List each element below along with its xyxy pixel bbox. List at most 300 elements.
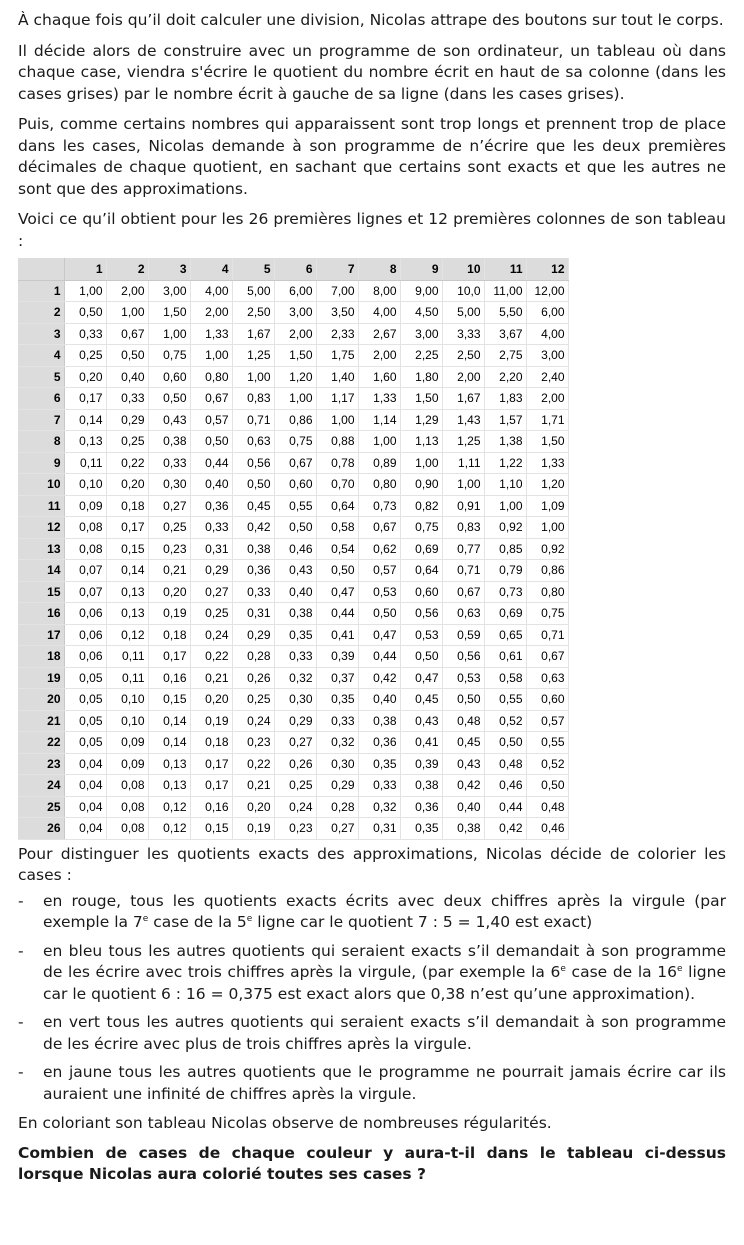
quotient-cell: 2,40	[526, 366, 568, 388]
quotient-cell: 0,38	[148, 431, 190, 453]
quotient-cell: 0,08	[106, 796, 148, 818]
quotient-cell: 0,62	[358, 538, 400, 560]
quotient-cell: 0,25	[232, 689, 274, 711]
row-header: 17	[18, 624, 64, 646]
quotient-cell: 0,17	[106, 517, 148, 539]
quotient-cell: 0,13	[106, 581, 148, 603]
table-row	[18, 603, 568, 625]
quotient-cell: 0,77	[442, 538, 484, 560]
quotient-cell: 0,12	[148, 818, 190, 840]
quotient-cell: 2,50	[442, 345, 484, 367]
quotient-cell: 0,38	[400, 775, 442, 797]
quotient-cell: 0,45	[232, 495, 274, 517]
quotient-cell: 0,40	[106, 366, 148, 388]
table-row	[18, 474, 568, 496]
table-row	[18, 538, 568, 560]
quotient-cell: 0,44	[484, 796, 526, 818]
quotient-cell: 0,75	[274, 431, 316, 453]
quotient-cell: 1,25	[232, 345, 274, 367]
row-header: 25	[18, 796, 64, 818]
quotient-cell: 0,16	[190, 796, 232, 818]
quotient-cell: 0,09	[106, 753, 148, 775]
quotient-cell: 0,32	[358, 796, 400, 818]
quotient-cell: 0,45	[400, 689, 442, 711]
quotient-cell: 0,42	[442, 775, 484, 797]
quotient-cell: 7,00	[316, 280, 358, 302]
quotient-cell: 0,57	[190, 409, 232, 431]
quotient-cell: 0,43	[148, 409, 190, 431]
quotient-cell: 0,35	[358, 753, 400, 775]
table-row	[18, 409, 568, 431]
table-row	[18, 431, 568, 453]
quotient-cell: 1,22	[484, 452, 526, 474]
quotient-cell: 3,00	[148, 280, 190, 302]
quotient-cell: 0,53	[400, 624, 442, 646]
quotient-cell: 1,00	[232, 366, 274, 388]
quotient-cell: 10,0	[442, 280, 484, 302]
column-header: 3	[148, 258, 190, 280]
instructions	[18, 844, 726, 1186]
quotient-cell: 2,50	[232, 302, 274, 324]
quotient-cell: 0,53	[358, 581, 400, 603]
superscript: e	[142, 914, 149, 924]
quotient-cell: 0,63	[526, 667, 568, 689]
quotient-cell: 0,50	[190, 431, 232, 453]
quotient-cell: 6,00	[274, 280, 316, 302]
quotient-cell: 0,26	[232, 667, 274, 689]
quotient-cell: 2,33	[316, 323, 358, 345]
intro-paragraph-1: À chaque fois qu’il doit calculer une division, Nicolas attrape des boutons sur tout le corps.	[18, 11, 724, 29]
quotient-cell: 0,83	[442, 517, 484, 539]
quotient-cell: 0,57	[358, 560, 400, 582]
table-row	[18, 366, 568, 388]
quotient-cell: 0,50	[484, 732, 526, 754]
quotient-cell: 2,00	[106, 280, 148, 302]
quotient-cell: 0,22	[190, 646, 232, 668]
quotient-cell: 1,11	[442, 452, 484, 474]
quotient-cell: 0,33	[358, 775, 400, 797]
quotient-cell: 1,50	[400, 388, 442, 410]
quotient-cell: 0,36	[400, 796, 442, 818]
quotient-cell: 0,44	[316, 603, 358, 625]
quotient-cell: 0,23	[148, 538, 190, 560]
quotient-cell: 0,20	[232, 796, 274, 818]
quotient-cell: 0,57	[526, 710, 568, 732]
quotient-cell: 0,33	[232, 581, 274, 603]
coloring-rules	[18, 891, 726, 1106]
quotient-cell: 0,50	[400, 646, 442, 668]
quotient-cell: 9,00	[400, 280, 442, 302]
quotient-cell: 0,05	[64, 710, 106, 732]
question: Combien de cases de chaque couleur y aura-t-il dans le tableau ci-dessus lorsque Nicolas aura colorié toutes ses cases ?	[18, 1143, 726, 1183]
intro-paragraph-2: Il décide alors de construire avec un programme de son ordinateur, un tableau où dans chaque case, viendra s'écrire le quotient du nombre écrit en haut de sa colonne (dans les cases grises) par le nombre écrit à gauche de sa ligne (dans les cases grises).	[18, 41, 726, 103]
quotient-cell: 0,83	[232, 388, 274, 410]
quotient-table	[18, 258, 569, 840]
quotient-cell: 0,73	[484, 581, 526, 603]
table-row	[18, 388, 568, 410]
quotient-cell: 0,29	[274, 710, 316, 732]
quotient-cell: 1,00	[358, 431, 400, 453]
quotient-cell: 0,18	[106, 495, 148, 517]
corner-cell	[18, 258, 64, 280]
quotient-cell: 1,10	[484, 474, 526, 496]
quotient-cell: 0,13	[106, 603, 148, 625]
quotient-cell: 1,00	[106, 302, 148, 324]
quotient-cell: 1,14	[358, 409, 400, 431]
quotient-cell: 0,50	[526, 775, 568, 797]
rule-yellow-text: en jaune tous les autres quotients que le programme ne pourrait jamais écrire car ils auraient une infinité de chiffres après la virgule.	[43, 1063, 726, 1103]
quotient-cell: 1,50	[274, 345, 316, 367]
table-row	[18, 818, 568, 840]
quotient-cell: 0,15	[148, 689, 190, 711]
quotient-cell: 1,00	[148, 323, 190, 345]
quotient-cell: 0,92	[526, 538, 568, 560]
table-row	[18, 667, 568, 689]
quotient-cell: 0,14	[64, 409, 106, 431]
quotient-cell: 0,60	[148, 366, 190, 388]
quotient-cell: 0,20	[106, 474, 148, 496]
quotient-cell: 0,31	[232, 603, 274, 625]
quotient-cell: 0,64	[316, 495, 358, 517]
table-row	[18, 323, 568, 345]
row-header: 10	[18, 474, 64, 496]
list-dash: -	[18, 941, 24, 960]
quotient-cell: 1,83	[484, 388, 526, 410]
column-header: 6	[274, 258, 316, 280]
quotient-cell: 1,13	[400, 431, 442, 453]
quotient-cell: 0,58	[316, 517, 358, 539]
quotient-cell: 1,20	[274, 366, 316, 388]
quotient-cell: 0,25	[274, 775, 316, 797]
quotient-cell: 1,50	[526, 431, 568, 453]
quotient-cell: 11,00	[484, 280, 526, 302]
quotient-cell: 0,30	[316, 753, 358, 775]
quotient-cell: 0,32	[274, 667, 316, 689]
quotient-cell: 1,09	[526, 495, 568, 517]
quotient-cell: 0,09	[106, 732, 148, 754]
coloring-intro: Pour distinguer les quotients exacts des approximations, Nicolas décide de colorier les cases :	[18, 844, 726, 884]
quotient-cell: 1,43	[442, 409, 484, 431]
list-dash: -	[18, 891, 24, 910]
quotient-cell: 0,46	[484, 775, 526, 797]
quotient-cell: 0,63	[232, 431, 274, 453]
quotient-cell: 0,12	[106, 624, 148, 646]
quotient-cell: 3,00	[274, 302, 316, 324]
quotient-cell: 2,00	[442, 366, 484, 388]
quotient-cell: 0,75	[148, 345, 190, 367]
quotient-cell: 0,67	[274, 452, 316, 474]
quotient-cell: 0,52	[484, 710, 526, 732]
quotient-cell: 0,11	[106, 667, 148, 689]
quotient-cell: 1,00	[442, 474, 484, 496]
quotient-cell: 0,19	[232, 818, 274, 840]
quotient-cell: 3,67	[484, 323, 526, 345]
quotient-cell: 0,13	[148, 753, 190, 775]
quotient-cell: 0,04	[64, 818, 106, 840]
quotient-cell: 0,38	[358, 710, 400, 732]
quotient-cell: 0,15	[190, 818, 232, 840]
quotient-cell: 0,19	[190, 710, 232, 732]
column-header: 2	[106, 258, 148, 280]
quotient-cell: 0,75	[526, 603, 568, 625]
row-header: 13	[18, 538, 64, 560]
quotient-cell: 0,69	[400, 538, 442, 560]
quotient-cell: 2,00	[190, 302, 232, 324]
table-row	[18, 302, 568, 324]
quotient-cell: 0,53	[442, 667, 484, 689]
quotient-cell: 0,06	[64, 603, 106, 625]
quotient-cell: 0,67	[106, 323, 148, 345]
column-header: 7	[316, 258, 358, 280]
quotient-cell: 1,71	[526, 409, 568, 431]
quotient-cell: 0,85	[484, 538, 526, 560]
quotient-cell: 0,23	[232, 732, 274, 754]
quotient-cell: 0,71	[442, 560, 484, 582]
observation: En coloriant son tableau Nicolas observe de nombreuses régularités.	[18, 1114, 552, 1132]
table-row	[18, 581, 568, 603]
quotient-cell: 0,18	[190, 732, 232, 754]
quotient-cell: 1,67	[442, 388, 484, 410]
rule-red-text: case de la 5	[148, 913, 247, 931]
quotient-cell: 0,69	[484, 603, 526, 625]
quotient-cell: 0,06	[64, 646, 106, 668]
quotient-cell: 0,65	[484, 624, 526, 646]
quotient-cell: 0,33	[190, 517, 232, 539]
quotient-cell: 1,17	[316, 388, 358, 410]
quotient-cell: 0,39	[400, 753, 442, 775]
quotient-cell: 0,38	[232, 538, 274, 560]
column-header: 8	[358, 258, 400, 280]
quotient-cell: 0,29	[316, 775, 358, 797]
row-header: 23	[18, 753, 64, 775]
quotient-cell: 3,00	[400, 323, 442, 345]
header-row	[18, 258, 568, 280]
quotient-cell: 0,42	[484, 818, 526, 840]
quotient-cell: 0,09	[64, 495, 106, 517]
quotient-cell: 4,00	[358, 302, 400, 324]
row-header: 14	[18, 560, 64, 582]
quotient-cell: 0,30	[274, 689, 316, 711]
quotient-cell: 0,63	[442, 603, 484, 625]
table-row	[18, 495, 568, 517]
quotient-cell: 0,58	[484, 667, 526, 689]
quotient-cell: 0,67	[190, 388, 232, 410]
quotient-cell: 0,08	[106, 818, 148, 840]
quotient-cell: 0,43	[274, 560, 316, 582]
quotient-cell: 0,06	[64, 624, 106, 646]
quotient-cell: 0,14	[106, 560, 148, 582]
quotient-cell: 0,26	[274, 753, 316, 775]
quotient-cell: 0,20	[64, 366, 106, 388]
quotient-cell: 1,33	[190, 323, 232, 345]
quotient-cell: 0,86	[274, 409, 316, 431]
table-row	[18, 775, 568, 797]
quotient-cell: 1,00	[400, 452, 442, 474]
quotient-cell: 0,52	[526, 753, 568, 775]
quotient-cell: 0,12	[148, 796, 190, 818]
quotient-cell: 0,14	[148, 710, 190, 732]
column-header: 9	[400, 258, 442, 280]
quotient-cell: 0,48	[442, 710, 484, 732]
quotient-cell: 0,48	[526, 796, 568, 818]
quotient-cell: 0,25	[148, 517, 190, 539]
quotient-cell: 0,21	[232, 775, 274, 797]
quotient-cell: 1,29	[400, 409, 442, 431]
quotient-cell: 0,07	[64, 560, 106, 582]
quotient-cell: 0,29	[190, 560, 232, 582]
quotient-cell: 0,29	[232, 624, 274, 646]
rule-blue-text: case de la 16	[565, 963, 677, 981]
row-header: 5	[18, 366, 64, 388]
rule-blue-text: en bleu tous les autres quotients qui seraient exacts s’il demandait à son programme de les écrire avec trois chiffres après la virgule, (par exemple la 6	[43, 941, 726, 981]
quotient-cell: 0,92	[484, 517, 526, 539]
quotient-cell: 0,82	[400, 495, 442, 517]
quotient-cell: 0,08	[64, 517, 106, 539]
quotient-cell: 4,00	[190, 280, 232, 302]
quotient-cell: 1,00	[316, 409, 358, 431]
quotient-cell: 0,40	[190, 474, 232, 496]
quotient-cell: 0,33	[148, 452, 190, 474]
quotient-cell: 1,60	[358, 366, 400, 388]
rule-yellow	[18, 1062, 726, 1105]
quotient-cell: 0,07	[64, 581, 106, 603]
table-row	[18, 560, 568, 582]
quotient-cell: 0,27	[274, 732, 316, 754]
quotient-cell: 0,54	[316, 538, 358, 560]
quotient-cell: 0,04	[64, 753, 106, 775]
row-header: 12	[18, 517, 64, 539]
row-header: 4	[18, 345, 64, 367]
quotient-cell: 0,64	[400, 560, 442, 582]
row-header: 1	[18, 280, 64, 302]
quotient-cell: 0,21	[148, 560, 190, 582]
quotient-cell: 0,33	[64, 323, 106, 345]
quotient-cell: 0,50	[316, 560, 358, 582]
quotient-cell: 0,28	[232, 646, 274, 668]
quotient-cell: 0,56	[400, 603, 442, 625]
intro-paragraph-4: Voici ce qu’il obtient pour les 26 premières lignes et 12 premières colonnes de son tableau :	[18, 210, 726, 250]
quotient-cell: 0,13	[64, 431, 106, 453]
rule-blue-text: ligne car le quotient 6 : 16 = 0,375 est exact alors que 0,38 n’est qu’une approximation).	[43, 963, 726, 1003]
column-header: 10	[442, 258, 484, 280]
quotient-cell: 1,67	[232, 323, 274, 345]
quotient-cell: 0,60	[274, 474, 316, 496]
quotient-cell: 0,80	[190, 366, 232, 388]
quotient-cell: 8,00	[358, 280, 400, 302]
quotient-cell: 0,19	[148, 603, 190, 625]
quotient-cell: 0,05	[64, 732, 106, 754]
quotient-cell: 0,25	[106, 431, 148, 453]
table-row	[18, 710, 568, 732]
quotient-cell: 0,48	[484, 753, 526, 775]
quotient-cell: 0,17	[190, 753, 232, 775]
quotient-cell: 0,04	[64, 775, 106, 797]
quotient-cell: 0,80	[526, 581, 568, 603]
row-header: 3	[18, 323, 64, 345]
quotient-cell: 0,11	[106, 646, 148, 668]
quotient-cell: 0,46	[526, 818, 568, 840]
quotient-cell: 0,05	[64, 689, 106, 711]
row-header: 19	[18, 667, 64, 689]
column-header: 12	[526, 258, 568, 280]
row-header: 11	[18, 495, 64, 517]
quotient-cell: 0,38	[274, 603, 316, 625]
table-row	[18, 753, 568, 775]
quotient-cell: 1,00	[190, 345, 232, 367]
quotient-cell: 0,50	[106, 345, 148, 367]
row-header: 8	[18, 431, 64, 453]
quotient-cell: 0,43	[442, 753, 484, 775]
superscript: e	[677, 964, 683, 974]
quotient-cell: 2,75	[484, 345, 526, 367]
row-header: 22	[18, 732, 64, 754]
quotient-cell: 0,15	[106, 538, 148, 560]
quotient-cell: 0,22	[106, 452, 148, 474]
quotient-cell: 0,61	[484, 646, 526, 668]
quotient-cell: 0,75	[400, 517, 442, 539]
quotient-cell: 0,55	[526, 732, 568, 754]
quotient-cell: 0,37	[316, 667, 358, 689]
quotient-cell: 0,70	[316, 474, 358, 496]
row-header: 18	[18, 646, 64, 668]
list-dash: -	[18, 1013, 24, 1031]
quotient-cell: 0,47	[400, 667, 442, 689]
quotient-cell: 0,47	[316, 581, 358, 603]
row-header: 2	[18, 302, 64, 324]
quotient-cell: 0,90	[400, 474, 442, 496]
quotient-cell: 1,33	[358, 388, 400, 410]
column-header: 5	[232, 258, 274, 280]
quotient-cell: 0,13	[148, 775, 190, 797]
quotient-cell: 0,46	[274, 538, 316, 560]
quotient-cell: 0,40	[442, 796, 484, 818]
quotient-cell: 1,25	[442, 431, 484, 453]
quotient-cell: 0,27	[148, 495, 190, 517]
table-row	[18, 796, 568, 818]
quotient-cell: 1,00	[526, 517, 568, 539]
quotient-cell: 0,05	[64, 667, 106, 689]
quotient-cell: 1,00	[64, 280, 106, 302]
quotient-cell: 4,00	[526, 323, 568, 345]
quotient-cell: 0,28	[316, 796, 358, 818]
quotient-cell: 12,00	[526, 280, 568, 302]
rule-red-text: en rouge, tous les quotients exacts écrits avec deux chiffres après la virgule (par exemple la 7	[43, 891, 726, 931]
quotient-cell: 0,10	[106, 689, 148, 711]
quotient-cell: 0,88	[316, 431, 358, 453]
quotient-cell: 0,33	[274, 646, 316, 668]
quotient-cell: 0,41	[400, 732, 442, 754]
column-header: 4	[190, 258, 232, 280]
quotient-cell: 0,35	[316, 689, 358, 711]
row-header: 15	[18, 581, 64, 603]
quotient-cell: 0,33	[316, 710, 358, 732]
row-header: 26	[18, 818, 64, 840]
quotient-cell: 1,38	[484, 431, 526, 453]
table-row	[18, 689, 568, 711]
row-header: 9	[18, 452, 64, 474]
quotient-cell: 1,33	[526, 452, 568, 474]
quotient-cell: 1,00	[484, 495, 526, 517]
quotient-cell: 0,56	[442, 646, 484, 668]
quotient-cell: 0,42	[358, 667, 400, 689]
table-row	[18, 280, 568, 302]
quotient-cell: 0,24	[190, 624, 232, 646]
table-row	[18, 517, 568, 539]
list-dash: -	[18, 1063, 24, 1081]
quotient-cell: 0,20	[148, 581, 190, 603]
quotient-cell: 0,67	[358, 517, 400, 539]
quotient-cell: 0,79	[484, 560, 526, 582]
